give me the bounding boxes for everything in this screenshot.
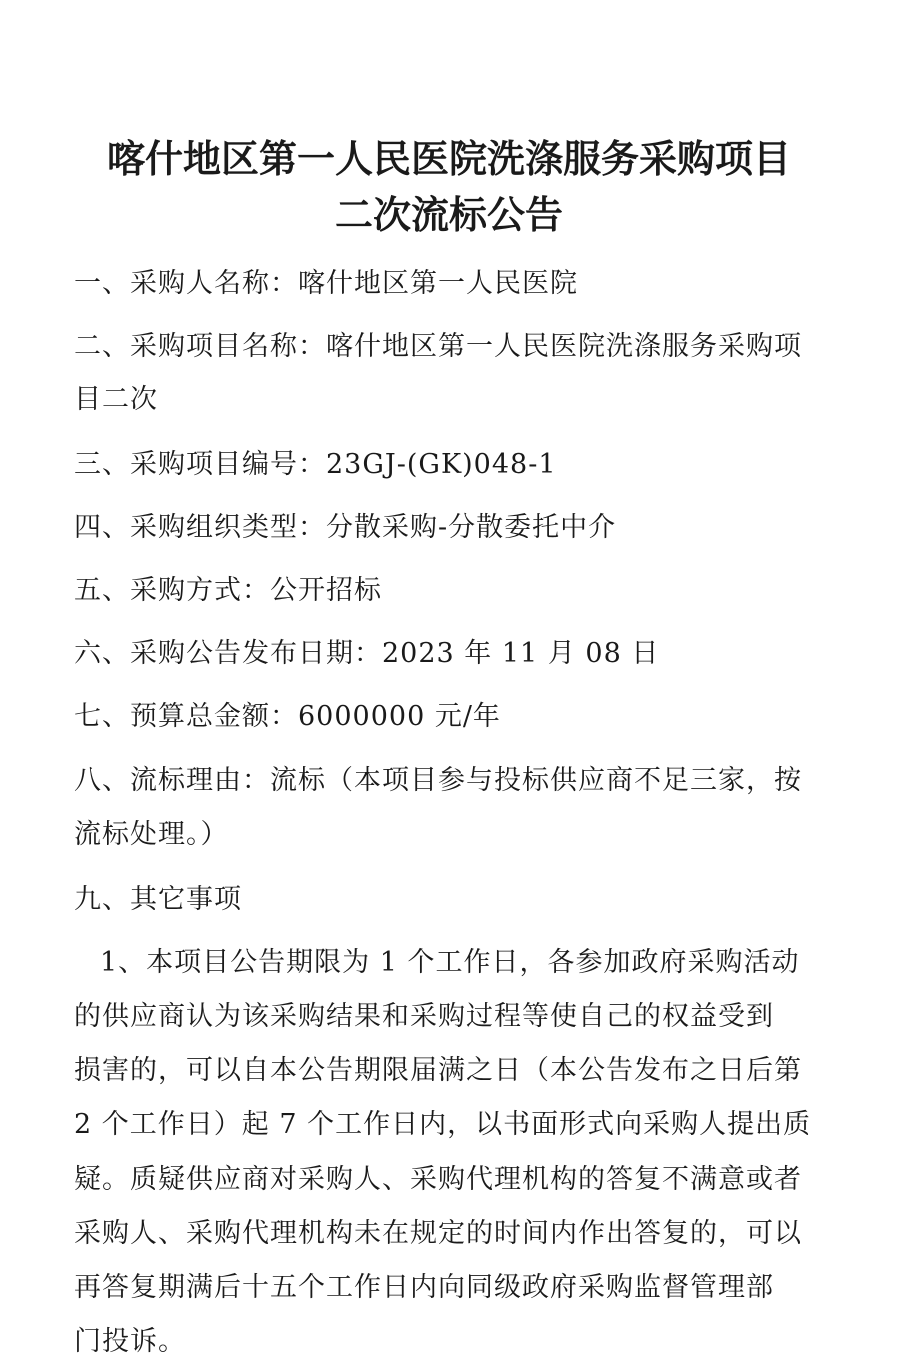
publish-date: 六、采购公告发布日期：2023 年 11 月 08 日 bbox=[74, 638, 660, 669]
notice-paragraph-line-5: 疑。质疑供应商对采购人、采购代理机构的答复不满意或者 bbox=[74, 1164, 802, 1195]
notice-paragraph-line-8: 门投诉。 bbox=[74, 1326, 186, 1357]
notice-paragraph-line-3: 损害的，可以自本公告期限届满之日（本公告发布之日后第 bbox=[74, 1055, 802, 1086]
project-name-line-1: 二、采购项目名称：喀什地区第一人民医院洗涤服务采购项 bbox=[74, 331, 802, 362]
failure-reason-line-1: 八、流标理由：流标（本项目参与投标供应商不足三家，按 bbox=[74, 765, 802, 796]
notice-paragraph-line-2: 的供应商认为该采购结果和采购过程等使自己的权益受到 bbox=[74, 1001, 774, 1032]
purchaser-name: 一、采购人名称：喀什地区第一人民医院 bbox=[74, 268, 578, 299]
budget-total: 七、预算总金额：6000000 元/年 bbox=[74, 701, 501, 732]
notice-paragraph-line-7: 再答复期满后十五个工作日内向同级政府采购监督管理部 bbox=[74, 1272, 774, 1303]
other-matters-heading: 九、其它事项 bbox=[74, 884, 242, 915]
procurement-method: 五、采购方式：公开招标 bbox=[74, 575, 382, 606]
failure-reason-line-2: 流标处理。） bbox=[74, 819, 229, 850]
notice-paragraph-line-6: 采购人、采购代理机构未在规定的时间内作出答复的，可以 bbox=[74, 1218, 802, 1249]
document-title-line-2: 二次流标公告 bbox=[334, 192, 563, 237]
project-name-line-2: 目二次 bbox=[74, 384, 158, 415]
notice-paragraph-line-4: 2 个工作日）起 7 个工作日内，以书面形式向采购人提出质 bbox=[74, 1109, 812, 1140]
document-title-line-1: 喀什地区第一人民医院洗涤服务采购项目 bbox=[106, 136, 791, 181]
notice-paragraph-line-1: 1、本项目公告期限为 1 个工作日，各参加政府采购活动 bbox=[100, 947, 800, 978]
project-number: 三、采购项目编号：23GJ-(GK)048-1 bbox=[74, 449, 557, 480]
organization-type: 四、采购组织类型：分散采购-分散委托中介 bbox=[74, 512, 617, 543]
